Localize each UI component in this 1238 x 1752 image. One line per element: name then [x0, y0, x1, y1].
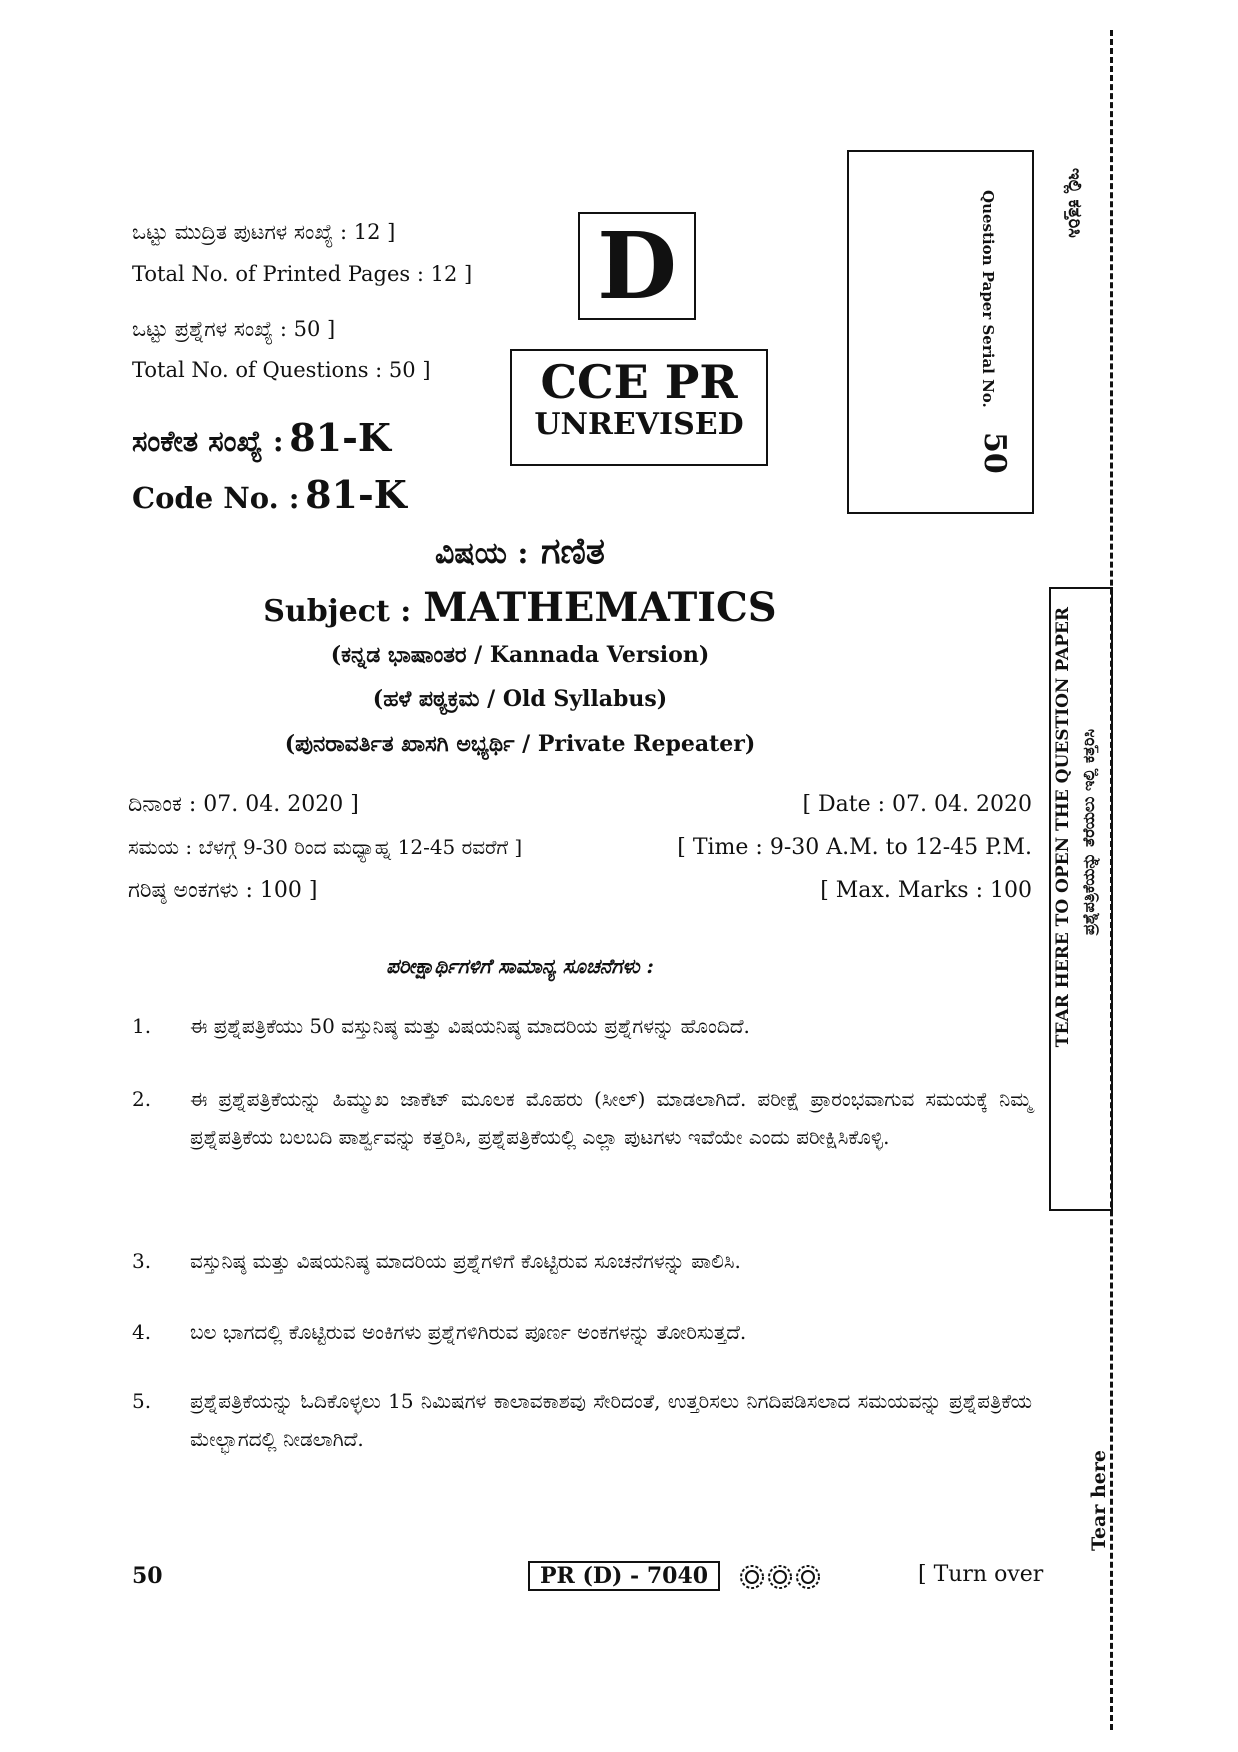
- code-kn-label: ಸಂಕೇತ ಸಂಖ್ಯೆ :: [132, 424, 284, 458]
- subject-english: [0, 584, 1040, 631]
- instruction-text: ವಸ್ತುನಿಷ್ಠ ಮತ್ತು ವಿಷಯನಿಷ್ಠ ಮಾದರಿಯ ಪ್ರಶ್ನೆಗಳಿಗೆ ಕೊಟ್ಟಿರುವ ಸೂಚನೆಗಳನ್ನು ಪಾಲಿಸಿ.: [190, 1249, 741, 1273]
- paper-code: PR (D) - 7040: [528, 1561, 720, 1591]
- tear-here-label: Tear here: [1088, 1450, 1110, 1551]
- code-en-label: Code No. :: [132, 481, 300, 515]
- total-questions-kannada: ಒಟ್ಟು ಪ್ರಶ್ನೆಗಳ ಸಂಖ್ಯೆ : 50 ]: [132, 317, 336, 341]
- candidate-type: (ಪುನರಾವರ್ತಿತ ಖಾಸಗಿ ಅಭ್ಯರ್ಥಿ / Private Repeater): [284, 731, 756, 757]
- total-pages-english: Total No. of Printed Pages : 12 ]: [132, 262, 473, 286]
- subject-kn-label: ವಿಷಯ :: [435, 536, 529, 571]
- total-pages-kannada: ಒಟ್ಟು ಮುದ್ರಿತ ಪುಟಗಳ ಸಂಖ್ಯೆ : 12 ]: [132, 220, 396, 244]
- instruction-text: ಈ ಪ್ರಶ್ನೆಪತ್ರಿಕೆಯನ್ನು ಹಿಮ್ಮುಖ ಜಾಕೆಟ್ ಮೂಲಕ ಮೊಹರು (ಸೀಲ್) ಮಾಡಲಾಗಿದೆ. ಪರೀಕ್ಷೆ ಪ್ರಾರಂಭವಾಗುವ ಸಮಯಕ್ಕೆ ನಿಮ್ಮ ಪ್ರಶ್ನೆಪತ್ರಿಕೆಯ ಬಲಬದಿ ಪಾರ್ಶ್ವವನ್ನು ಕತ್ತರಿಸಿ, ಪ್ರಶ್ನೆಪತ್ರಿಕೆಯಲ್ಲಿ ಎಲ್ಲಾ ಪುಟಗಳು ಇವೆಯೇ ಎಂದು ಪರೀಕ್ಷಿಸಿಕೊಳ್ಳಿ.: [190, 1087, 1032, 1149]
- subject-kn-value: ಗಣಿತ: [540, 530, 605, 572]
- instruction-item: [128, 1007, 1032, 1045]
- syllabus: (ಹಳೆ ಪಠ್ಯಕ್ರಮ / Old Syllabus): [372, 686, 668, 712]
- instruction-text: ಬಲ ಭಾಗದಲ್ಲಿ ಕೊಟ್ಟಿರುವ ಅಂಕಿಗಳು ಪ್ರಶ್ನೆಗಳಿಗಿರುವ ಪೂರ್ಣ ಅಂಕಗಳನ್ನು ತೋರಿಸುತ್ತದೆ.: [190, 1320, 747, 1344]
- instructions-title: ಪರೀಕ್ಷಾರ್ಥಿಗಳಿಗೆ ಸಾಮಾನ್ಯ ಸೂಚನೆಗಳು :: [386, 954, 654, 978]
- flower-circles-icon: [738, 1563, 822, 1595]
- code-number-kannada: [132, 415, 391, 460]
- cce-box: [510, 349, 768, 466]
- date-english: [ Date : 07. 04. 2020: [802, 792, 1032, 817]
- cut-line: [1110, 30, 1113, 1730]
- instruction-number: 5.: [132, 1389, 152, 1413]
- time-kannada: ಸಮಯ : ಬೆಳಗ್ಗೆ 9-30 ರಿಂದ ಮಧ್ಯಾಹ್ನ 12-45 ರವರೆಗೆ ]: [128, 835, 523, 859]
- serial-value: 50: [977, 432, 1012, 474]
- instruction-number: 4.: [132, 1320, 152, 1344]
- max-marks-english: [ Max. Marks : 100: [820, 878, 1032, 903]
- max-marks-kannada: ಗರಿಷ್ಠ ಅಂಕಗಳು : 100 ]: [128, 878, 318, 903]
- code-kn-value: 81-K: [289, 415, 391, 460]
- serial-number-box: [847, 150, 1034, 514]
- instruction-item: [128, 1313, 1032, 1351]
- instruction-item: [128, 1382, 1032, 1458]
- footer-serial: 50: [132, 1563, 163, 1589]
- language-version: (ಕನ್ನಡ ಭಾಷಾಂತರ / Kannada Version): [330, 642, 710, 668]
- side-cut-here-kannada: ಇಲ್ಲಿ ಕತ್ತರಿಸಿ: [1064, 168, 1085, 238]
- turn-over: [ Turn over: [918, 1562, 1044, 1587]
- subject-en-label: Subject :: [263, 594, 412, 629]
- instruction-text: ಈ ಪ್ರಶ್ನೆಪತ್ರಿಕೆಯು 50 ವಸ್ತುನಿಷ್ಠ ಮತ್ತು ವಿಷಯನಿಷ್ಠ ಮಾದರಿಯ ಪ್ರಶ್ನೆಗಳನ್ನು ಹೊಂದಿದೆ.: [190, 1014, 750, 1038]
- tear-instruction-english: TEAR HERE TO OPEN THE QUESTION PAPER: [1053, 607, 1073, 1048]
- tear-here-box: [1049, 587, 1113, 1211]
- time-english: [ Time : 9-30 A.M. to 12-45 P.M.: [677, 835, 1032, 860]
- version-letter-box: D: [578, 212, 696, 320]
- instruction-text: ಪ್ರಶ್ನೆಪತ್ರಿಕೆಯನ್ನು ಓದಿಕೊಳ್ಳಲು 15 ನಿಮಿಷಗಳ ಕಾಲಾವಕಾಶವು ಸೇರಿದಂತೆ, ಉತ್ತರಿಸಲು ನಿಗದಿಪಡಿಸಲಾದ ಸಮಯವನ್ನು ಪ್ರಶ್ನೆಪತ್ರಿಕೆಯ ಮೇಲ್ಭಾಗದಲ್ಲಿ ನೀಡಲಾಗಿದೆ.: [190, 1389, 1032, 1451]
- total-questions-english: Total No. of Questions : 50 ]: [132, 358, 431, 382]
- date-kannada: ದಿನಾಂಕ : 07. 04. 2020 ]: [128, 792, 359, 817]
- instruction-item: [128, 1080, 1032, 1156]
- instruction-item: [128, 1242, 1032, 1280]
- code-number-english: [132, 472, 407, 517]
- instruction-number: 2.: [132, 1087, 152, 1111]
- tear-instruction-kannada: ಪ್ರಶ್ನೆಪತ್ರಿಕೆಯನ್ನು ತೆರೆಯಲು ಇಲ್ಲಿ ಕತ್ತರಿಸಿ: [1079, 729, 1098, 936]
- instruction-number: 3.: [132, 1249, 152, 1273]
- cce-subtitle: UNREVISED: [534, 407, 744, 442]
- code-en-value: 81-K: [305, 472, 407, 517]
- serial-label: Question Paper Serial No.: [979, 190, 997, 408]
- cce-title: CCE PR: [540, 355, 738, 409]
- subject-kannada: [0, 530, 1040, 573]
- subject-en-value: MATHEMATICS: [423, 584, 777, 631]
- instruction-number: 1.: [132, 1014, 152, 1038]
